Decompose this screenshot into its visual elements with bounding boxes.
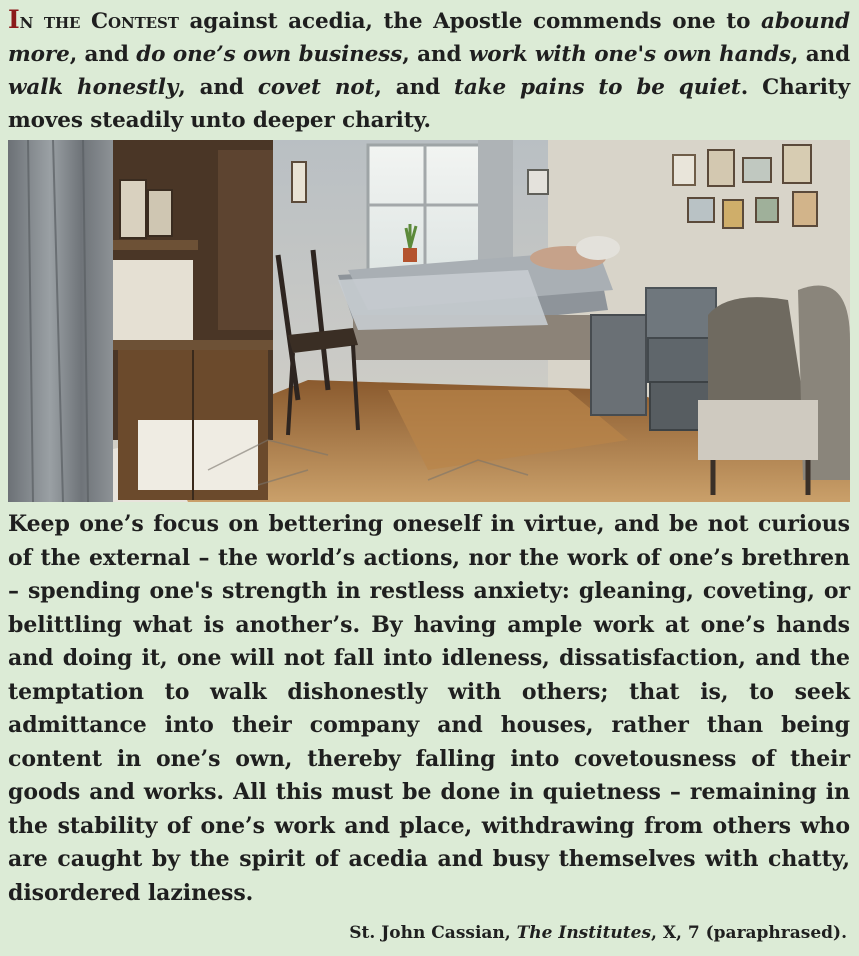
- citation: [349, 918, 847, 948]
- intro-smallcaps-1: n the: [19, 9, 81, 34]
- intro-text: , and: [374, 75, 455, 100]
- citation-ref: , X, 7 (paraphrased).: [651, 923, 847, 943]
- drop-cap: I: [8, 5, 20, 34]
- intro-text: , and: [69, 42, 137, 67]
- intro-text: . Charity moves steadily unto deeper charity.: [8, 75, 850, 133]
- intro-paragraph: [8, 3, 850, 137]
- bedroom-painting-image: [8, 140, 850, 502]
- intro-italic: work with one's own hands: [468, 42, 791, 67]
- intro-italic: take pains to be quiet: [454, 75, 741, 100]
- citation-author: St. John Cassian,: [349, 923, 517, 943]
- intro-text: , and: [178, 75, 258, 100]
- intro-text: , and: [790, 42, 851, 67]
- intro-italic: abound more: [8, 9, 850, 67]
- intro-text: , and: [402, 42, 469, 67]
- intro-italic: covet not: [257, 75, 375, 100]
- intro-text: against acedia, the Apostle commends one to: [178, 9, 761, 34]
- intro-smallcaps-contest: Contest: [80, 9, 179, 34]
- intro-italic: walk honestly: [8, 75, 179, 100]
- intro-italic: do one’s own business: [136, 42, 403, 67]
- citation-work: The Institutes: [516, 923, 652, 943]
- body-paragraph: Keep one’s focus on bettering oneself in virtue, and be not curious of the external – the world’s actions, nor the work of one’s brethren – spending one's strength in restless anxiety: gleaning, coveting, or belittling what is another’s. By having ample work at one’s hands and doing it, one will not fall into idleness, dissatisfaction, and the temptation to walk dishonestly with others; that is, to seek admittance into their company and houses, rather than being content in one’s own, thereby falling into covetousness of their goods and works. All this must be done in quietness – remaining in the stability of one’s work and place, withdrawing from others who are caught by the spirit of acedia and busy themselves with chatty, disordered laziness.: [8, 511, 850, 906]
